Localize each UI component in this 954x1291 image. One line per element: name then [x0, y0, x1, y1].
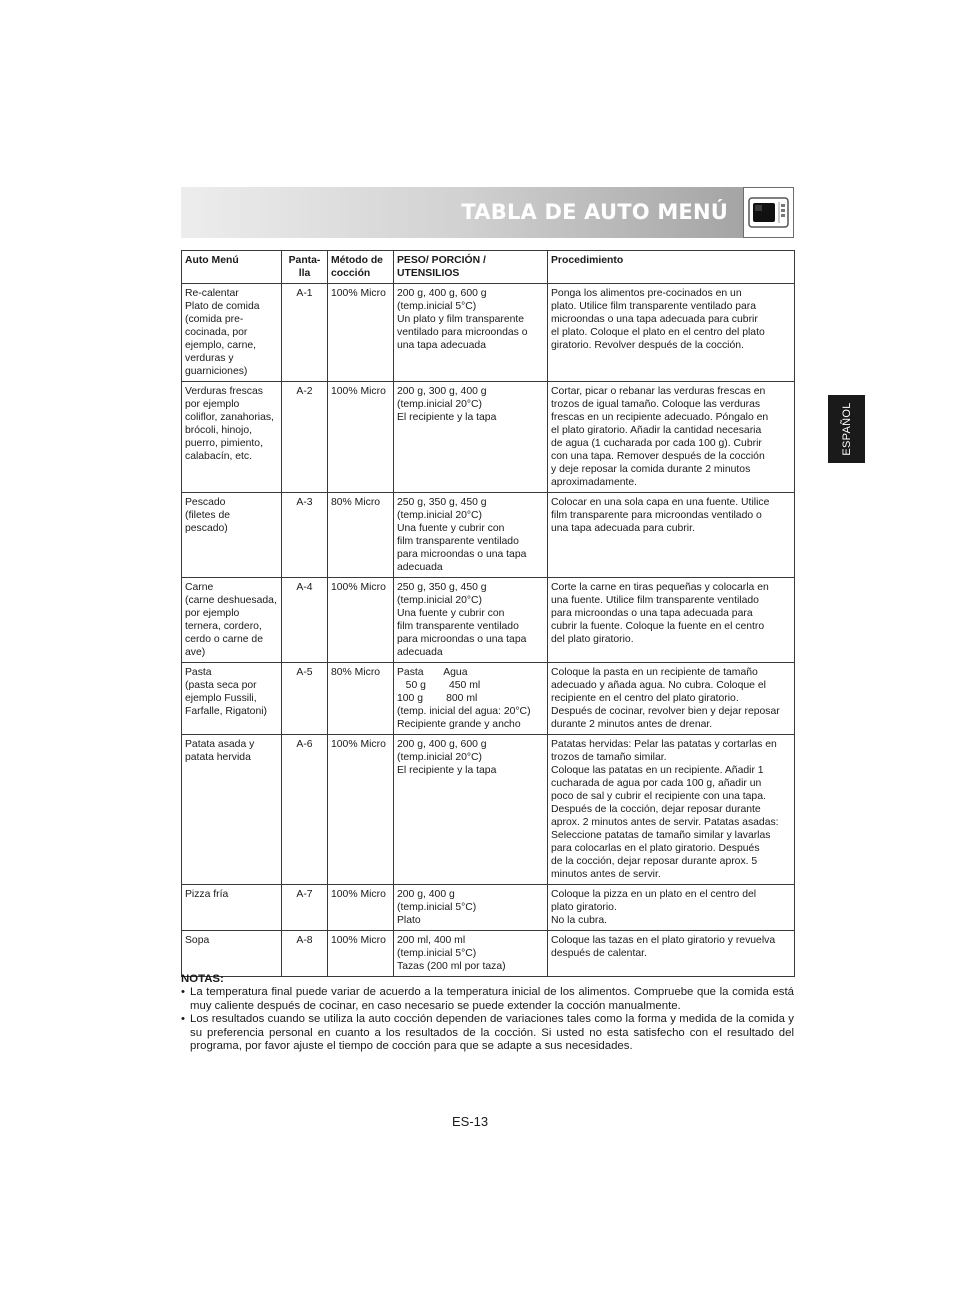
page-title: TABLA DE AUTO MENÚ — [461, 200, 728, 224]
note-text: La temperatura final puede variar de acuerdo a la temperatura inicial de los alimentos. Compruebe que la comida está muy caliente después de cocinar, en caso necesario se puede extender la cocción manualmente. — [190, 986, 794, 1012]
cell-menu: Verduras frescas por ejemplo coliflor, zanahorias, brócoli, hinojo, puerro, pimiento, calabacín, etc. — [182, 382, 282, 493]
cell-procedure: Cortar, picar o rebanar las verduras frescas en trozos de igual tamaño. Coloque las verduras frescas en un recipiente adecuado. Póngalo en el plato giratorio. Añadir la cantidad necesaria de agua (1 cucharada por cada 100 g). Cubrir con una tapa. Remover después de la cocción y deje reposar la comida durante 2 minutos aproximadamente. — [548, 382, 795, 493]
cell-weight: 250 g, 350 g, 450 g (temp.inicial 20°C) Una fuente y cubrir con film transparente ventilado para microondas o una tapa adecuada — [394, 578, 548, 663]
cell-weight: 200 g, 300 g, 400 g (temp.inicial 20°C) El recipiente y la tapa — [394, 382, 548, 493]
cell-menu: Pasta (pasta seca por ejemplo Fussili, Farfalle, Rigatoni) — [182, 663, 282, 735]
cell-procedure: Patatas hervidas: Pelar las patatas y cortarlas en trozos de tamaño similar. Coloque las patatas en un recipiente. Añadir 1 cucharada de agua por cada 100 g, añadir un poco de sal y cubrir el recipiente con una tapa. Después de la cocción, dejar reposar durante aprox. 2 minutos antes de servir. Patatas asadas: Seleccione patatas de tamaño similar y lavarlas para colocarlas en el plato giratorio. Después de la cocción, dejar reposar durante aprox. 5 minutos antes de servir. — [548, 735, 795, 885]
notes-section — [181, 973, 794, 1053]
cell-screen: A-4 — [282, 578, 328, 663]
cell-menu: Re-calentar Plato de comida (comida pre- cocinada, por ejemplo, carne, verduras y guarniciones) — [182, 284, 282, 382]
cell-weight: 200 g, 400 g (temp.inicial 5°C) Plato — [394, 885, 548, 931]
bullet-icon: • — [181, 986, 185, 999]
table-row — [182, 931, 795, 977]
cell-procedure: Coloque las tazas en el plato giratorio y revuelva después de calentar. — [548, 931, 795, 977]
language-tab-label: ESPAÑOL — [840, 402, 853, 456]
cell-screen: A-5 — [282, 663, 328, 735]
cell-procedure: Colocar en una sola capa en una fuente. Utilice film transparente para microondas ventilado o una tapa adecuada para cubrir. — [548, 493, 795, 578]
table-row — [182, 735, 795, 885]
table-row — [182, 885, 795, 931]
cell-method: 100% Micro — [328, 885, 394, 931]
note-item — [181, 986, 794, 1013]
auto-menu-table — [181, 250, 795, 977]
table-row — [182, 284, 795, 382]
page-number: ES-13 — [452, 1114, 489, 1129]
cell-screen: A-7 — [282, 885, 328, 931]
table-row — [182, 663, 795, 735]
microwave-icon — [748, 197, 789, 228]
cell-procedure: Ponga los alimentos pre-cocinados en un plato. Utilice film transparente ventilado para microondas o una tapa adecuada para cubrir el plato. Coloque el plato en el centro del plato giratorio. Revolver después de la cocción. — [548, 284, 795, 382]
cell-weight: 200 ml, 400 ml (temp.inicial 5°C) Tazas (200 ml por taza) — [394, 931, 548, 977]
cell-menu: Pescado (filetes de pescado) — [182, 493, 282, 578]
cell-method: 80% Micro — [328, 663, 394, 735]
cell-menu: Pizza fría — [182, 885, 282, 931]
bullet-icon: • — [181, 1013, 185, 1026]
cell-screen: A-1 — [282, 284, 328, 382]
cell-screen: A-8 — [282, 931, 328, 977]
note-item — [181, 1013, 794, 1053]
cell-method: 100% Micro — [328, 578, 394, 663]
cell-method: 100% Micro — [328, 931, 394, 977]
cell-method: 100% Micro — [328, 735, 394, 885]
section-header — [181, 187, 794, 238]
col-header-menu: Auto Menú — [182, 251, 282, 284]
table-row — [182, 493, 795, 578]
notes-title: NOTAS: — [181, 973, 224, 985]
microwave-icon-box — [743, 187, 794, 238]
cell-procedure: Corte la carne en tiras pequeñas y colocarla en una fuente. Utilice film transparente ventilado para microondas o una tapa adecuada para cubrir la fuente. Coloque la fuente en el centro del plato giratorio. — [548, 578, 795, 663]
table-row — [182, 382, 795, 493]
col-header-procedure: Procedimiento — [548, 251, 795, 284]
note-text: Los resultados cuando se utiliza la auto cocción dependen de variaciones tales como la forma y medida de la comida y su preferencia personal en cuanto a los resultados de la cocción. Si usted no esta satisfecho con el resultado del programa, por favor ajuste el tiempo de cocción para que se adapte a sus necesidades. — [190, 1013, 794, 1053]
language-tab — [828, 395, 865, 463]
cell-method: 100% Micro — [328, 284, 394, 382]
cell-menu: Patata asada y patata hervida — [182, 735, 282, 885]
cell-screen: A-6 — [282, 735, 328, 885]
col-header-weight: PESO/ PORCIÓN / UTENSILIOS — [394, 251, 548, 284]
col-header-method: Método de cocción — [328, 251, 394, 284]
cell-weight: 200 g, 400 g, 600 g (temp.inicial 20°C) El recipiente y la tapa — [394, 735, 548, 885]
table-row — [182, 578, 795, 663]
table-header-row — [182, 251, 795, 284]
cell-procedure: Coloque la pasta en un recipiente de tamaño adecuado y añada agua. No cubra. Coloque el recipiente en el centro del plato giratorio. Después de cocinar, revolver bien y dejar reposar durante 2 minutos antes de drenar. — [548, 663, 795, 735]
cell-procedure: Coloque la pizza en un plato en el centro del plato giratorio. No la cubra. — [548, 885, 795, 931]
cell-weight: Pasta Agua 50 g 450 ml 100 g 800 ml (temp. inicial del agua: 20°C) Recipiente grande y ancho — [394, 663, 548, 735]
cell-menu: Carne (carne deshuesada, por ejemplo ternera, cordero, cerdo o carne de ave) — [182, 578, 282, 663]
cell-method: 80% Micro — [328, 493, 394, 578]
notes-list — [181, 986, 794, 1053]
cell-screen: A-3 — [282, 493, 328, 578]
col-header-screen: Panta- lla — [282, 251, 328, 284]
cell-weight: 200 g, 400 g, 600 g (temp.inicial 5°C) Un plato y film transparente ventilado para microondas o una tapa adecuada — [394, 284, 548, 382]
cell-weight: 250 g, 350 g, 450 g (temp.inicial 20°C) Una fuente y cubrir con film transparente ventilado para microondas o una tapa adecuada — [394, 493, 548, 578]
cell-screen: A-2 — [282, 382, 328, 493]
cell-menu: Sopa — [182, 931, 282, 977]
cell-method: 100% Micro — [328, 382, 394, 493]
